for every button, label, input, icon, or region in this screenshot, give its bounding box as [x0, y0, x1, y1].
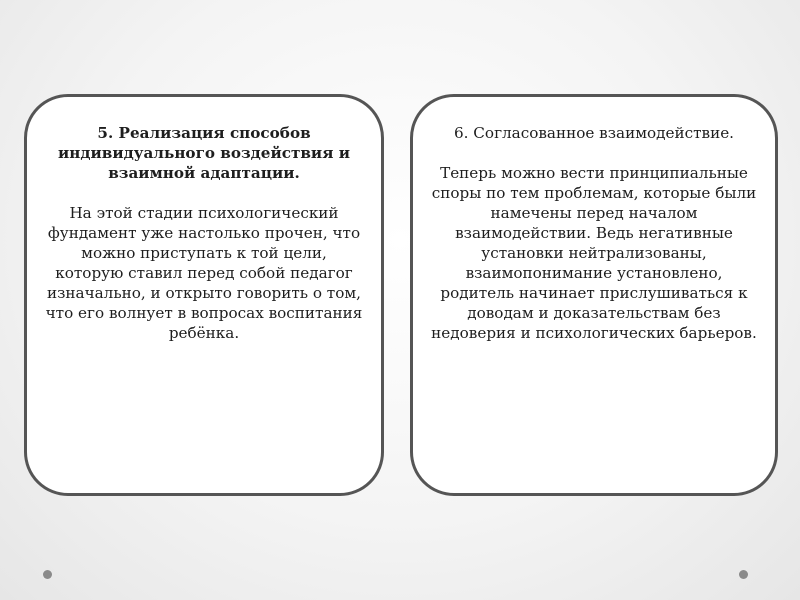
decorative-dot-left: [43, 570, 52, 579]
decorative-dot-right: [739, 570, 748, 579]
stage-5-card: [24, 94, 384, 496]
stage-6-title: 6. Согласованное взаимодействие.: [453, 124, 735, 142]
stage-5-title: 5. Реализация способов индивидуального воздействия и взаимной адаптации.: [58, 124, 350, 182]
stage-5-text: На этой стадии психологический фундамент уже настолько прочен, что можно приступать к той цели, которую ставил перед собой педагог изначально, и открыто говорить о том, что его волнует в вопросах воспитания ребёнка.: [45, 204, 363, 342]
stage-6-card: [410, 94, 778, 496]
stage-6-text: Теперь можно вести принципиальные споры по тем проблемам, которые были намечены перед началом взаимодействии. Ведь негативные установки нейтрализованы, взаимопонимание установлено, родитель начинает прислушиваться к доводам и доказательствам без недоверия и психологических барьеров.: [431, 164, 757, 342]
